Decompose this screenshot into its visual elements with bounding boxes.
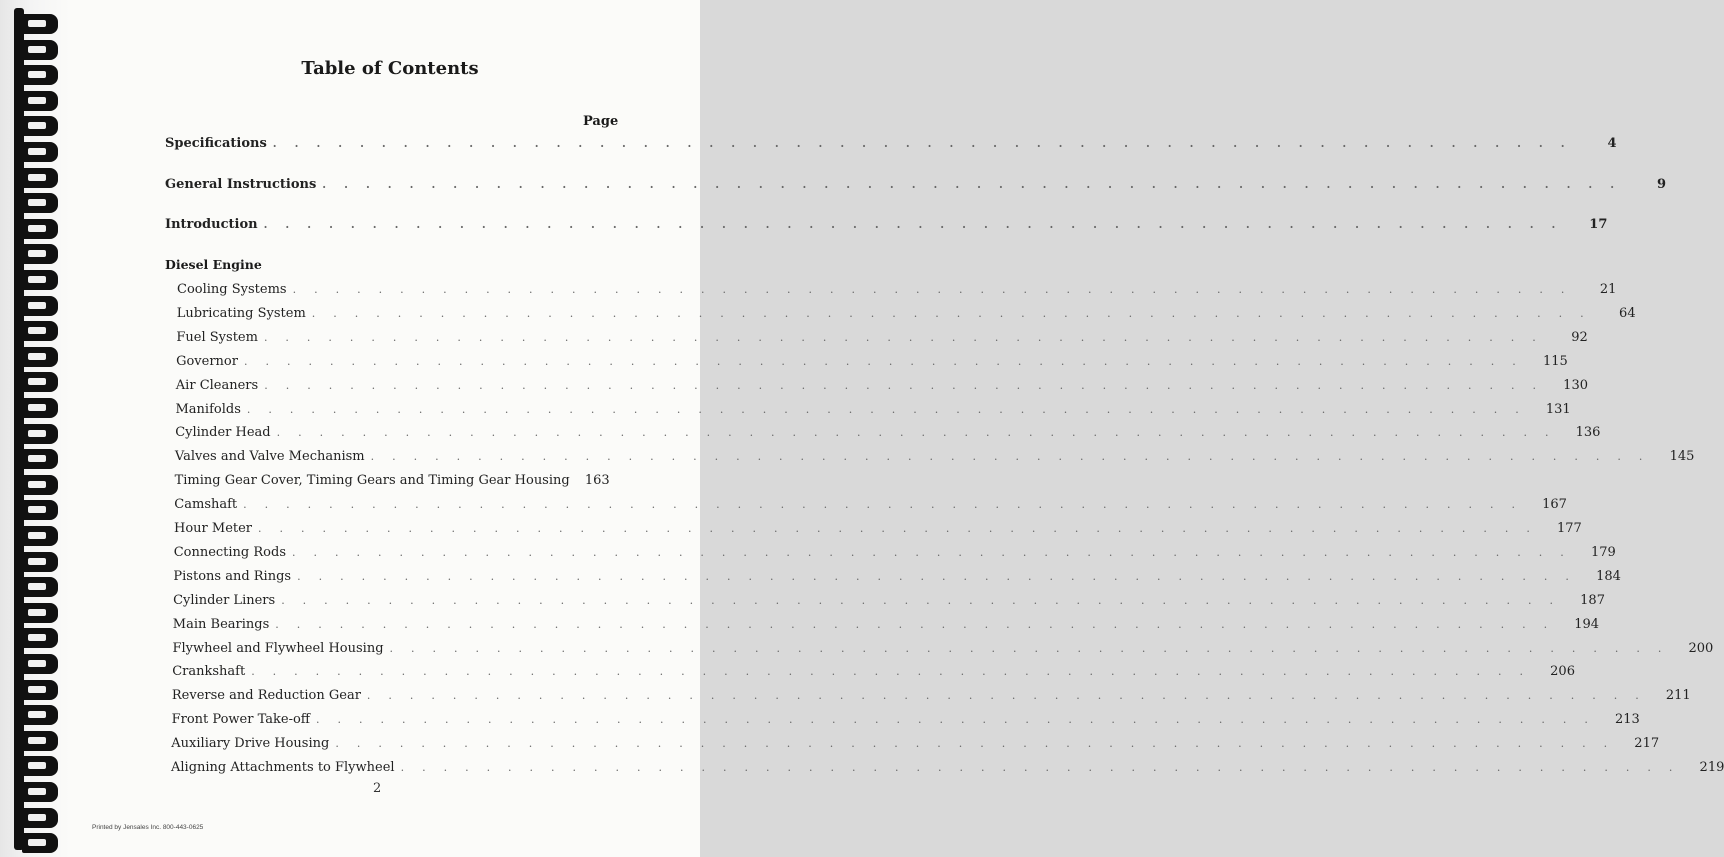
toc-entry-page: 219 [1699,760,1724,775]
toc-entry [176,329,1588,350]
dot-leader: ............................................................ [297,569,1587,583]
dot-leader: ............................................................ [366,689,1657,703]
binding-ring [22,321,58,341]
toc-entry [172,664,1575,684]
toc-entry-page: 9 [1657,177,1667,192]
toc-entry-page: 92 [1571,329,1588,345]
binding-ring [22,91,58,111]
toc-entry-page: 131 [1545,401,1571,417]
binding-ring [22,296,58,316]
spiral-binding [0,0,70,857]
binding-ring [22,833,58,853]
toc-entry [174,521,1582,541]
binding-ring [22,756,58,776]
toc-entry [177,282,1617,302]
toc-entry [173,568,1621,589]
dot-leader: ............................................................ [276,426,1567,440]
section-heading: Diesel Engine [165,257,262,272]
binding-ring [22,347,58,367]
toc-entry-title: Connecting Rods [173,544,286,560]
toc-entry [176,353,1568,374]
toc-entry-page: 179 [1590,544,1616,560]
toc-entry-title: Lubricating System [176,305,306,321]
binding-ring [22,500,58,520]
toc-entry [171,712,1640,732]
toc-entry [173,592,1605,613]
printer-footer: Printed by Jensales Inc. 800-443-0625 [92,824,204,831]
binding-ring [22,654,58,674]
toc-entry [175,425,1601,445]
binding-ring [22,424,58,444]
page-column-header: Page [583,114,619,129]
dot-leader: ............................................................ [243,354,1534,368]
binding-ring [22,193,58,213]
toc-entry [172,616,1600,637]
page-title: Table of Contents [301,58,479,79]
binding-ring [22,40,58,60]
toc-entry-page: 167 [1542,497,1567,513]
dot-leader: ............................................................ [400,761,1691,774]
toc-entry-title: Pistons and Rings [173,568,292,584]
page-number: 2 [373,781,382,796]
toc-entry [175,401,1571,422]
dot-leader: ............................................................ [316,713,1606,727]
dot-leader: ............................................................ [311,306,1602,320]
binding-ring [22,526,58,546]
toc-entry-title: Reverse and Reduction Gear [171,688,361,704]
toc-entry-page: 213 [1615,712,1640,728]
toc-entry [171,736,1660,756]
toc-entry-page: 130 [1563,377,1588,393]
toc-entry-title: Crankshaft [172,664,246,680]
toc-entry-title: Hour Meter [174,521,253,536]
binding-ring [22,603,58,623]
toc-entry-title: Cylinder Head [175,425,271,441]
dot-leader: ............................................................ [370,450,1661,464]
toc-entry-page: 187 [1580,592,1605,608]
toc-entry [171,760,1724,780]
binding-ring [22,14,58,34]
toc-entry-title: Camshaft [174,497,238,513]
toc-entry-page: 21 [1599,282,1617,297]
binding-ring [22,398,58,418]
toc-entry-page: 217 [1634,736,1660,752]
dot-leader: ............................................................ [246,402,1537,416]
toc-entry [165,177,1667,197]
toc-entry [174,497,1567,517]
dot-leader: ............................................................ [263,218,1574,231]
dot-leader: ............................................................ [263,330,1554,344]
toc-entry-title: Flywheel and Flywheel Housing [172,640,384,656]
toc-entry-page: 163 [584,473,610,489]
dot-leader: ............................................................ [251,665,1541,679]
binding-ring [22,552,58,572]
toc-entry-page: 200 [1688,640,1714,656]
toc-entry-title: Auxiliary Drive Housing [171,736,330,752]
binding-ring [22,168,58,188]
toc-entry-page: 194 [1574,616,1600,632]
binding-ring [22,782,58,802]
dot-leader: ............................................................ [322,178,1633,191]
dot-leader: ............................................................ [243,498,1533,512]
toc-entry-page: 115 [1542,353,1568,369]
toc-entry-page: 17 [1589,217,1608,232]
binding-ring [22,449,58,469]
toc-entry [165,217,1608,237]
binding-ring [22,808,58,828]
dot-leader: ............................................................ [258,522,1548,535]
toc-entry [175,377,1588,398]
toc-entry [174,473,610,493]
toc-entry-page: 206 [1550,664,1575,680]
dot-leader: ............................................................ [281,593,1571,607]
toc-entry-page: 184 [1596,568,1621,584]
toc-entry-page: 136 [1575,425,1601,441]
toc-entry-title: Cylinder Liners [173,592,276,608]
toc-entry [173,544,1616,565]
toc-entry-title: Manifolds [175,401,241,417]
toc-entry-title: Air Cleaners [175,377,259,393]
binding-ring [22,116,58,136]
toc-entry-page: 177 [1557,521,1582,536]
toc-entry [176,305,1636,326]
toc-entry [165,136,1617,156]
toc-entry-page: 4 [1607,136,1617,151]
toc-entry-title: Main Bearings [172,616,270,632]
binding-ring [22,628,58,648]
toc-entry-title: Timing Gear Cover, Timing Gears and Timing Gear Housing [174,473,570,489]
dot-leader: ............................................................ [335,737,1626,751]
toc-entry-title: Valves and Valve Mechanism [174,449,365,465]
binding-ring [22,705,58,725]
toc-entry-title: General Instructions [165,177,317,192]
binding-ring [22,244,58,264]
binding-ring [22,270,58,290]
binding-ring [22,142,58,162]
dot-leader: ............................................................ [264,378,1554,392]
binding-ring [22,219,58,239]
dot-leader: ............................................................ [389,641,1680,655]
dot-leader: ............................................................ [292,545,1582,559]
binding-ring [22,577,58,597]
toc-entry-title: Specifications [165,136,267,151]
binding-ring [22,731,58,751]
toc-entry [174,449,1695,469]
toc-entry-title: Aligning Attachments to Flywheel [171,760,395,775]
toc-entry-page: 145 [1669,449,1695,465]
binding-ring [22,372,58,392]
toc-entry-page: 211 [1665,688,1691,704]
toc-entry [171,688,1691,708]
toc-entry-title: Front Power Take-off [171,712,311,728]
toc-entry-title: Cooling Systems [177,282,287,297]
toc-entry-title: Governor [176,353,238,369]
toc-entry-page: 64 [1619,305,1636,321]
toc-entry-title: Fuel System [176,329,258,345]
dot-leader: ............................................................ [292,283,1583,296]
binding-ring [22,680,58,700]
toc-entry-title: Introduction [165,217,258,232]
binding-ring [22,475,58,495]
dot-leader: ............................................................ [275,617,1566,631]
toc-entry [172,640,1714,661]
dot-leader: ............................................................ [272,137,1583,150]
